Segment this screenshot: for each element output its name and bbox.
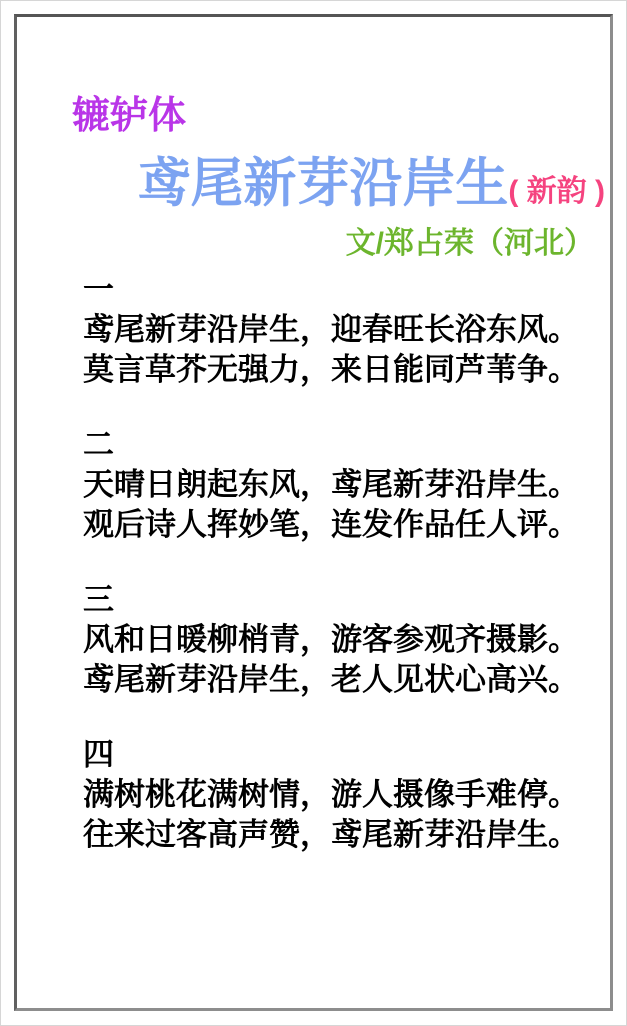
poem-line: 莫言草芥无强力，来日能同芦苇争。 xyxy=(83,352,579,387)
poem-title-suffix: ( 新韵 ) xyxy=(508,174,605,208)
poem-line: 往来过客高声赞，鸢尾新芽沿岸生。 xyxy=(83,817,579,852)
poem-line: 天晴日朗起东风，鸢尾新芽沿岸生。 xyxy=(83,467,579,502)
poem-body xyxy=(83,270,610,855)
poem-line: 鸢尾新芽沿岸生，老人见状心高兴。 xyxy=(83,662,579,697)
stanza-3-number: 三 xyxy=(83,582,114,617)
poem-line: 风和日暖柳梢青，游客参观齐摄影。 xyxy=(83,622,579,657)
stanza-4 xyxy=(83,735,610,855)
stanza-2-number: 二 xyxy=(83,427,114,462)
title-line xyxy=(17,141,610,217)
stanza-1-number: 一 xyxy=(83,272,114,307)
stanza-1 xyxy=(83,270,610,390)
stanza-4-number: 四 xyxy=(83,737,114,772)
poem-line: 满树桃花满树情，游人摄像手难停。 xyxy=(83,777,579,812)
page-frame xyxy=(14,14,613,1011)
poem-line: 观后诗人挥妙笔，连发作品任人评。 xyxy=(83,507,579,542)
poem-line: 鸢尾新芽沿岸生，迎春旺长浴东风。 xyxy=(83,312,579,347)
poem-form-label: 辘轳体 xyxy=(72,95,187,137)
poem-byline: 文/郑占荣（河北） xyxy=(345,226,594,260)
stanza-3 xyxy=(83,580,610,700)
poem-title: 鸢尾新芽沿岸生 xyxy=(137,153,509,213)
stanza-2 xyxy=(83,425,610,545)
